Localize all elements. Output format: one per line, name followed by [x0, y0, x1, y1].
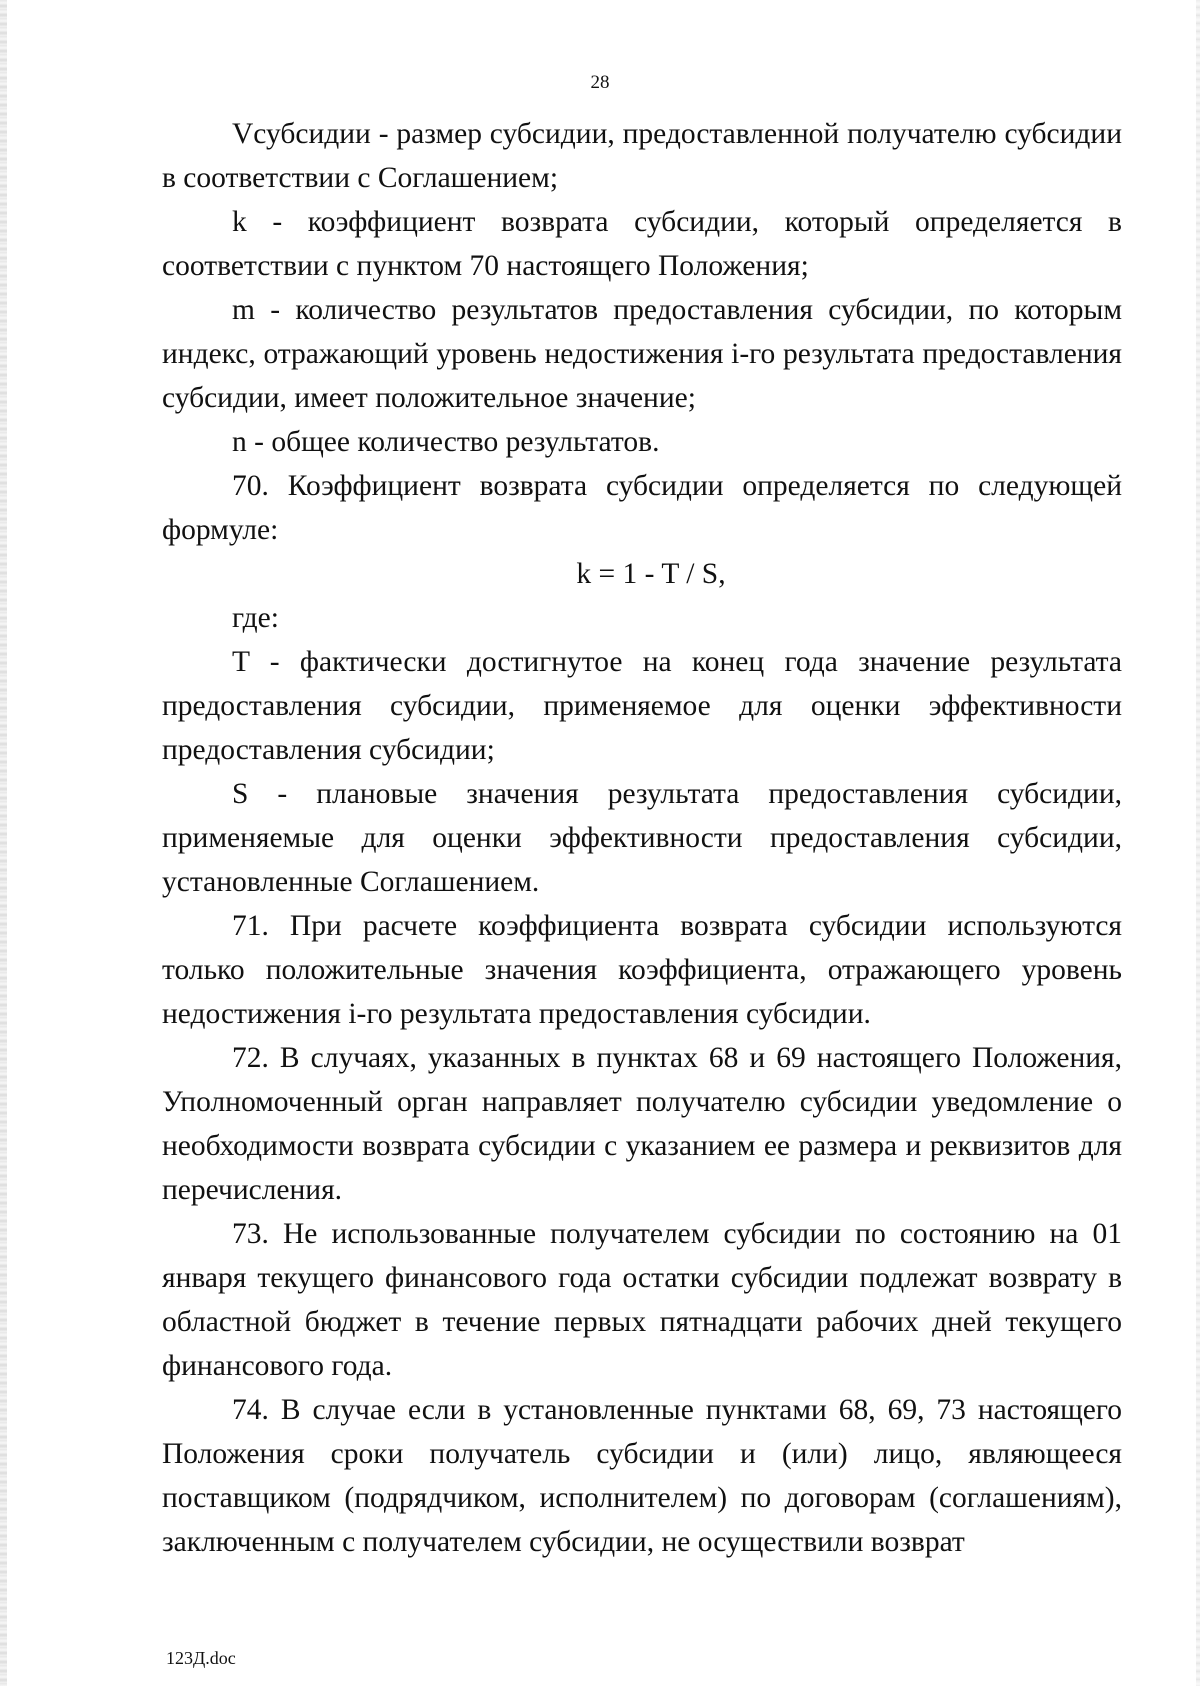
definition-v-subsidy: Vсубсидии - размер субсидии, предоставленной получателю субсидии в соответствии с Соглашением; — [162, 118, 1122, 194]
where-label: где: — [232, 602, 279, 634]
return-coefficient-formula: k = 1 - T / S, — [576, 558, 726, 590]
definition-k: k - коэффициент возврата субсидии, который определяется в соответствии с пунктом 70 настоящего Положения; — [162, 206, 1122, 282]
page-number: 28 — [590, 72, 610, 93]
scan-edge-right — [1196, 0, 1200, 1686]
document-body — [162, 112, 1122, 1564]
footer-filename: 123Д.doc — [166, 1648, 236, 1668]
definition-t: T - фактически достигнутое на конец года значение результата предоставления субсидии, применяемое для оценки эффективности предоставления субсидии; — [162, 646, 1122, 766]
clause-71: 71. При расчете коэффициента возврата субсидии используются только положительные значения коэффициента, отражающего уровень недостижения i-го результата предоставления субсидии. — [162, 910, 1122, 1030]
clause-70: 70. Коэффициент возврата субсидии определяется по следующей формуле: — [162, 470, 1122, 546]
clause-73: 73. Не использованные получателем субсидии по состоянию на 01 января текущего финансового года остатки субсидии подлежат возврату в областной бюджет в течение первых пятнадцати рабочих дней текущего финансового года. — [162, 1218, 1122, 1382]
definition-m: m - количество результатов предоставления субсидии, по которым индекс, отражающий уровень недостижения i-го результата предоставления субсидии, имеет положительное значение; — [162, 294, 1122, 414]
definition-s: S - плановые значения результата предоставления субсидии, применяемые для оценки эффективности предоставления субсидии, установленные Соглашением. — [162, 778, 1122, 898]
clause-74: 74. В случае если в установленные пунктами 68, 69, 73 настоящего Положения сроки получатель субсидии и (или) лицо, являющееся поставщиком (подрядчиком, исполнителем) по договорам (соглашениям), заключенным с получателем субсидии, не осуществили возврат — [162, 1394, 1122, 1558]
clause-72: 72. В случаях, указанных в пунктах 68 и 69 настоящего Положения, Уполномоченный орган направляет получателю субсидии уведомление о необходимости возврата субсидии с указанием ее размера и реквизитов для перечисления. — [162, 1042, 1122, 1206]
definition-n: n - общее количество результатов. — [232, 426, 660, 458]
scan-edge-left — [0, 0, 7, 1686]
